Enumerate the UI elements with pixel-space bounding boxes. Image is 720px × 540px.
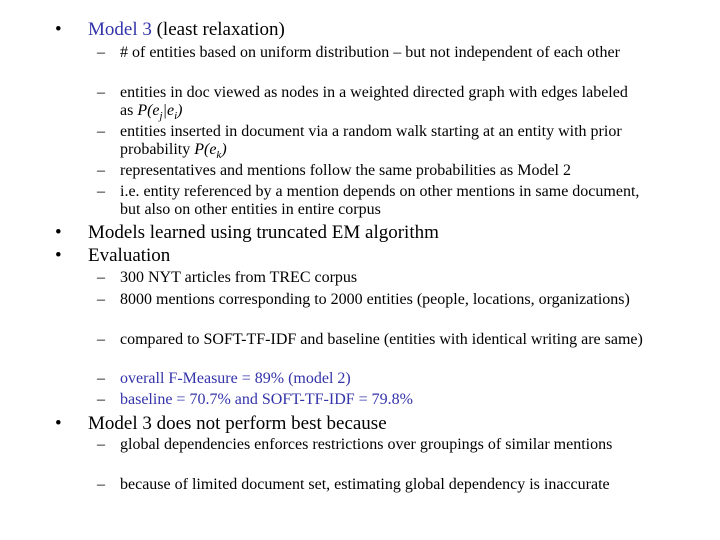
evaluation-item-text: compared to SOFT-TF-IDF and baseline (entities with identical writing are same) <box>120 331 643 348</box>
edge-label-formula: $P(e_j|e_i)$ <box>137 102 183 123</box>
dash-mark: – <box>97 44 105 61</box>
conclusion-item-text: global dependencies enforces restrictions over groupings of similar mentions <box>120 436 613 453</box>
bullet-dot: • <box>55 245 62 266</box>
dash-mark: – <box>97 123 105 140</box>
model3-item-text: entities inserted in document via a random walk starting at an entity with prior probability <box>120 123 622 158</box>
bullet-dot: • <box>55 413 62 434</box>
model3-item-text: # of entities based on uniform distribution – but not independent of each other <box>120 44 620 61</box>
model3-item-text: representatives and mentions follow the same probabilities as Model 2 <box>120 162 571 179</box>
model3-item-text: i.e. entity referenced by a mention depends on other mentions in same document, but also on other entities in entire corpus <box>120 183 640 218</box>
dash-mark: – <box>97 436 105 453</box>
evaluation-item-text: baseline = 70.7% and SOFT-TF-IDF = 79.8% <box>120 391 413 408</box>
evaluation-item-text: overall F-Measure = 89% (model 2) <box>120 370 351 387</box>
dash-mark: – <box>97 291 105 308</box>
bullet-dot: • <box>55 222 62 243</box>
evaluation-item-text: 300 NYT articles from TREC corpus <box>120 269 358 286</box>
dash-mark: – <box>97 391 105 408</box>
evaluation-label: Evaluation <box>88 245 171 266</box>
dash-mark: – <box>97 162 105 179</box>
em-text: Models learned using truncated EM algorithm <box>88 222 439 243</box>
dash-mark: – <box>97 370 105 387</box>
model3-suffix: (least relaxation) <box>151 19 285 40</box>
model3-name: Model 3 <box>88 19 152 40</box>
conclusion-item-text: because of limited document set, estimating global dependency is inaccurate <box>120 476 610 493</box>
model3-item-text: entities in doc viewed as nodes in a weighted directed graph with edges labeled as <box>120 84 628 119</box>
dash-mark: – <box>97 84 105 101</box>
dash-mark: – <box>97 476 105 493</box>
dash-mark: – <box>97 269 105 286</box>
prior-probability-formula: $P(e_k)$ <box>194 141 227 162</box>
bullet-dot: • <box>55 19 62 40</box>
conclusion-label: Model 3 does not perform best because <box>88 413 387 434</box>
dash-mark: – <box>97 183 105 200</box>
evaluation-item-text: 8000 mentions corresponding to 2000 entities (people, locations, organizations) <box>120 291 630 308</box>
dash-mark: – <box>97 331 105 348</box>
